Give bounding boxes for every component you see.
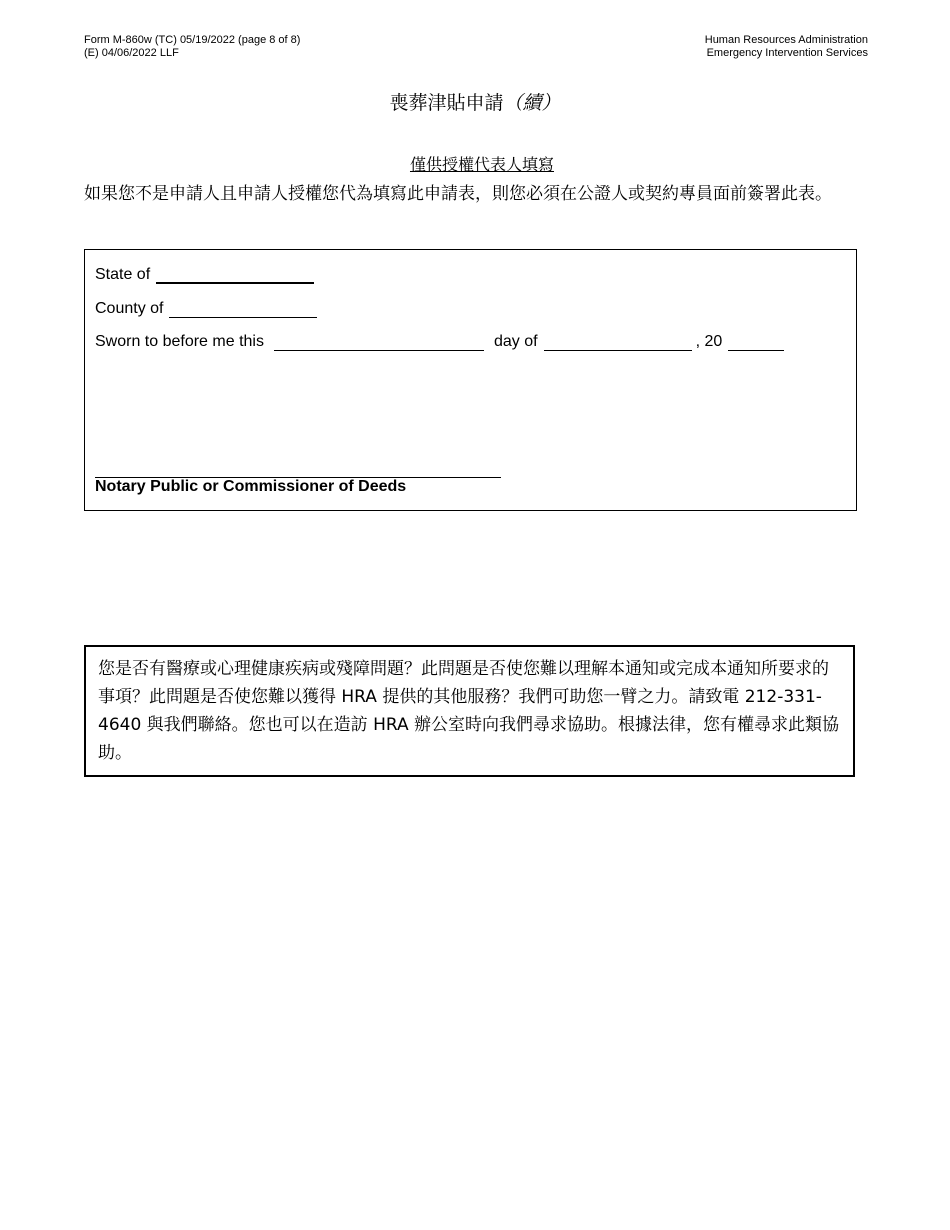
year-field[interactable] [728,334,784,351]
agency-division: Emergency Intervention Services [706,47,868,59]
page-title [0,88,950,115]
state-row [95,266,314,284]
notary-section [84,249,857,511]
instruction-text: 如果您不是申請人且申請人授權您代為填寫此申請表，則您必須在公證人或契約專員面前簽署此表。 [84,184,832,204]
form-number: Form M-860w (TC) 05/19/2022 (page 8 of 8) [84,34,301,46]
section-heading: 僅供授權代表人填寫 [409,155,554,174]
agency-name: Human Resources Administration [704,34,868,46]
county-label: County of [95,300,164,317]
year-label: , 20 [695,333,723,350]
assistance-text: 您是否有醫療或心理健康疾病或殘障問題？此問題是否使您難以理解本通知或完成本通知所要求的事項？此問題是否使您難以獲得 HRA 提供的其他服務？我們可助您一臂之力。請致電 212-331-4640 與我們聯絡。您也可以在造訪 HRA 辦公室時向我們尋求協助。根據法律，您有權尋求此類協助。 [98,659,840,763]
sworn-day-field[interactable] [274,334,484,351]
sworn-row [95,333,784,351]
county-field[interactable] [169,301,317,318]
form-id-block [84,34,300,60]
page-title-main: 喪葬津貼申請 [389,92,504,114]
county-row [95,300,317,318]
day-of-label: day of [493,333,538,350]
page-title-continued: （續） [503,92,561,114]
month-field[interactable] [544,334,692,351]
state-field[interactable] [156,266,314,284]
form-revision: (E) 04/06/2022 LLF [84,47,179,59]
agency-block [705,34,868,60]
assistance-notice [84,645,855,777]
sworn-label: Sworn to before me this [95,333,264,350]
notary-signature-label: Notary Public or Commissioner of Deeds [95,478,407,495]
state-label: State of [95,266,151,283]
